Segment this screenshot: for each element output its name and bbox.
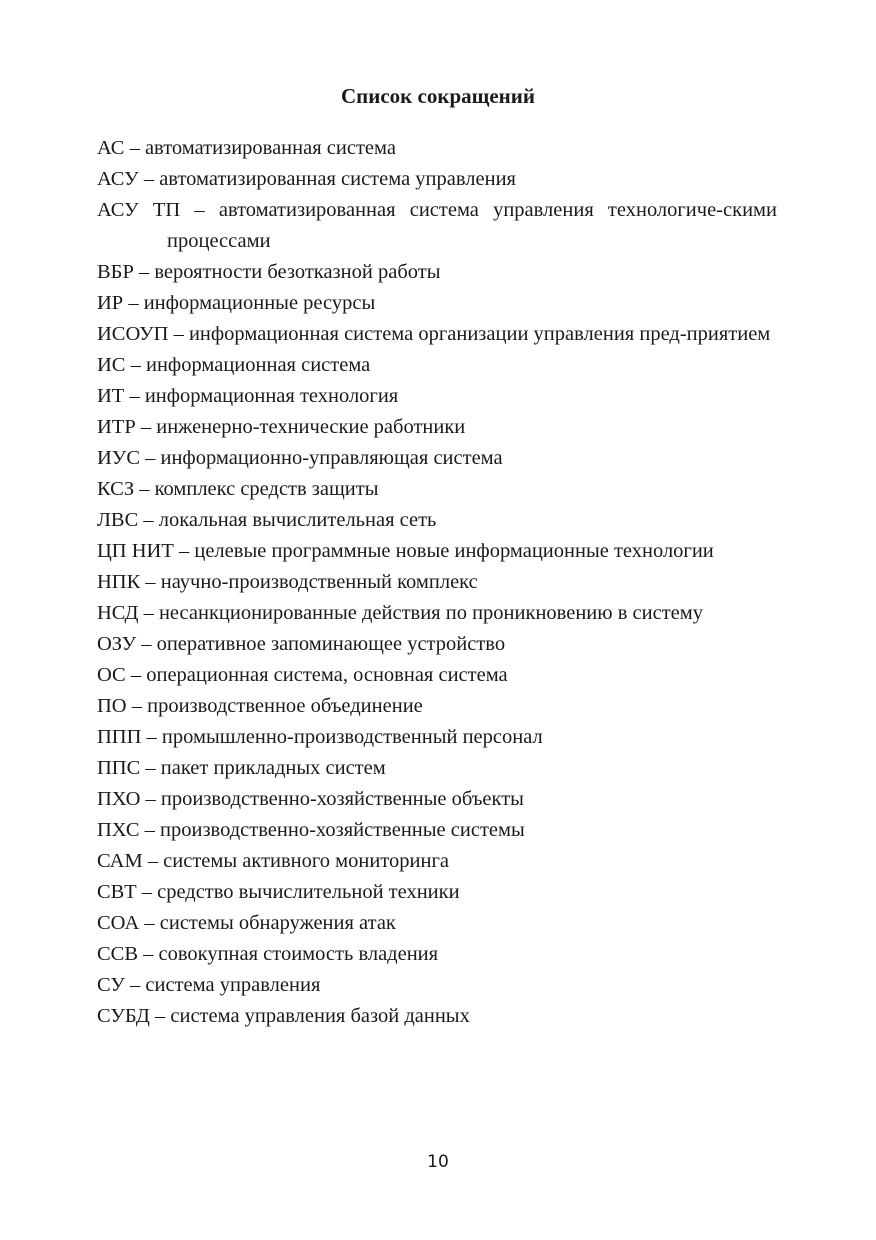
list-item: ССВ – совокупная стоимость владения <box>97 943 439 965</box>
list-item: ПО – производственное объединение <box>97 695 423 717</box>
list-item: ИР – информационные ресурсы <box>97 292 376 314</box>
list-item: ИС – информационная система <box>97 354 371 376</box>
list-item: ППС – пакет прикладных систем <box>97 757 386 779</box>
list-item: ОЗУ – оперативное запоминающее устройство <box>97 633 506 655</box>
list-item: АСУ – автоматизированная система управления <box>97 168 516 190</box>
list-item: САМ – системы активного мониторинга <box>97 850 449 872</box>
list-item: СВТ – средство вычислительной техники <box>97 881 460 903</box>
list-item: СУ – система управления <box>97 974 321 996</box>
list-item: АС – автоматизированная система <box>97 137 396 159</box>
list-item: ПХС – производственно-хозяйственные системы <box>97 819 525 841</box>
list-item: КСЗ – комплекс средств защиты <box>97 478 379 500</box>
list-item: СОА – системы обнаружения атак <box>97 912 396 934</box>
list-item: ИТР – инженерно-технические работники <box>97 416 466 438</box>
list-item: НПК – научно-производственный комплекс <box>97 571 478 593</box>
page-title: Список сокращений <box>341 84 535 108</box>
list-item: ВБР – вероятности безотказной работы <box>97 261 441 283</box>
list-item: ИУС – информационно-управляющая система <box>97 447 503 469</box>
list-item: ОС – операционная система, основная система <box>97 664 508 686</box>
list-item: ППП – промышленно-производственный персонал <box>97 726 543 748</box>
list-item: ПХО – производственно-хозяйственные объекты <box>97 788 524 810</box>
list-item: ИТ – информационная технология <box>97 385 399 407</box>
abbreviation-list <box>97 133 777 1032</box>
list-item: ИСОУП – информационная система организации управления пред-приятием <box>97 323 771 345</box>
list-item: ЛВС – локальная вычислительная сеть <box>97 509 437 531</box>
list-item: ЦП НИТ – целевые программные новые информационные технологии <box>97 540 714 562</box>
list-item: НСД – несанкционированные действия по проникновению в систему <box>97 602 703 624</box>
page-number: 10 <box>427 1152 449 1172</box>
list-item: СУБД – система управления базой данных <box>97 1005 470 1027</box>
list-item: АСУ ТП – автоматизированная система управления технологиче-скими процессами <box>97 199 777 252</box>
